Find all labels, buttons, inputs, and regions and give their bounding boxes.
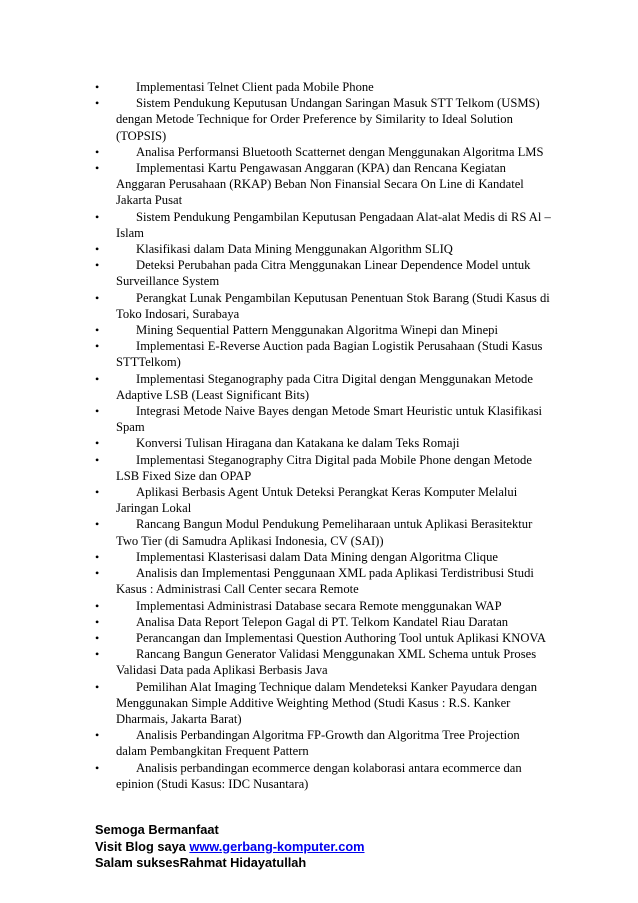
- list-item: [92, 403, 552, 435]
- list-item: [92, 760, 552, 792]
- bullet-icon: •: [95, 436, 100, 451]
- signature-line: Salam suksesRahmat Hidayatullah: [95, 855, 307, 870]
- bullet-icon: •: [95, 679, 100, 694]
- list-item: [92, 95, 552, 144]
- list-item-text: Aplikasi Berbasis Agent Untuk Deteksi Perangkat Keras Komputer Melalui Jaringan Lokal: [116, 485, 518, 516]
- bullet-icon: •: [95, 144, 100, 159]
- bullet-icon: •: [95, 630, 100, 645]
- list-item-text: Deteksi Perubahan pada Citra Menggunakan Linear Dependence Model untuk Surveillance System: [116, 258, 531, 289]
- bullet-icon: •: [95, 566, 100, 581]
- list-item: [92, 679, 552, 728]
- list-item-text: Implementasi Steganography pada Citra Digital dengan Menggunakan Metode Adaptive LSB (Least Significant Bits): [116, 371, 533, 402]
- bullet-icon: •: [95, 647, 100, 662]
- list-item: [92, 371, 552, 403]
- bullet-icon: •: [95, 614, 100, 629]
- bullet-icon: •: [95, 760, 100, 775]
- list-item: [92, 727, 552, 759]
- bullet-icon: •: [95, 339, 100, 354]
- list-item: [92, 241, 552, 257]
- list-item: [92, 257, 552, 289]
- bullet-icon: •: [95, 452, 100, 467]
- list-item-text: Rancang Bangun Modul Pendukung Pemeliharaan untuk Aplikasi Berasitektur Two Tier (di Samudra Aplikasi Indonesia, CV (SAI)): [116, 517, 533, 548]
- bullet-icon: •: [95, 209, 100, 224]
- list-item: [92, 144, 552, 160]
- list-item: [92, 79, 552, 95]
- bullet-icon: •: [95, 728, 100, 743]
- list-item-text: Implementasi Kartu Pengawasan Anggaran (KPA) dan Rencana Kegiatan Anggaran Perusahaan (RKAP) Beban Non Finansial Secara On Line di Kandatel Jakarta Pusat: [116, 161, 524, 208]
- list-item: [92, 598, 552, 614]
- list-item: [92, 338, 552, 370]
- list-item-text: Klasifikasi dalam Data Mining Menggunakan Algorithm SLIQ: [136, 242, 453, 257]
- blog-visit-prefix: Visit Blog saya: [95, 838, 190, 854]
- list-item-text: Implementasi Steganography Citra Digital pada Mobile Phone dengan Metode LSB Fixed Size dan OPAP: [116, 452, 532, 483]
- list-item-text: Konversi Tulisan Hiragana dan Katakana ke dalam Teks Romaji: [136, 436, 460, 451]
- list-item: [92, 516, 552, 548]
- list-item-text: Analisa Performansi Bluetooth Scatternet dengan Menggunakan Algoritma LMS: [136, 144, 544, 159]
- list-item: [92, 452, 552, 484]
- list-item: [92, 209, 552, 241]
- list-item: [92, 549, 552, 565]
- bullet-icon: •: [95, 80, 100, 94]
- bullet-icon: •: [95, 549, 100, 564]
- list-item: [92, 646, 552, 678]
- list-item-text: Analisis Perbandingan Algoritma FP-Growth dan Algoritma Tree Projection dalam Pembangkitan Frequent Pattern: [116, 728, 520, 759]
- bullet-icon: •: [95, 598, 100, 613]
- list-item-text: Implementasi Administrasi Database secara Remote menggunakan WAP: [136, 598, 502, 613]
- closing-note: [95, 822, 365, 872]
- list-item-text: Implementasi Klasterisasi dalam Data Mining dengan Algoritma Clique: [136, 549, 498, 564]
- list-item: [92, 160, 552, 209]
- thesis-title-list: [92, 79, 552, 792]
- list-item: [92, 484, 552, 516]
- bullet-icon: •: [95, 323, 100, 338]
- list-item-text: Analisa Data Report Telepon Gagal di PT. Telkom Kandatel Riau Daratan: [136, 614, 509, 629]
- list-item-text: Pemilihan Alat Imaging Technique dalam Mendeteksi Kanker Payudara dengan Menggunakan Simple Additive Weighting Method (Studi Kasus : R.S. Kanker Dharmais, Jakarta Barat): [116, 679, 538, 726]
- list-item-text: Sistem Pendukung Pengambilan Keputusan Pengadaan Alat-alat Medis di RS Al – Islam: [116, 209, 551, 240]
- bullet-icon: •: [95, 290, 100, 305]
- list-item-text: Sistem Pendukung Keputusan Undangan Saringan Masuk STT Telkom (USMS) dengan Metode Technique for Order Preference by Similarity to Ideal Solution (TOPSIS): [116, 96, 540, 143]
- bullet-icon: •: [95, 517, 100, 532]
- list-item-text: Perancangan dan Implementasi Question Authoring Tool untuk Aplikasi KNOVA: [136, 630, 546, 645]
- list-item-text: Implementasi E-Reverse Auction pada Bagian Logistik Perusahaan (Studi Kasus STTTelkom): [116, 339, 543, 370]
- list-item: [92, 290, 552, 322]
- bullet-icon: •: [95, 96, 100, 111]
- closing-greeting: Semoga Bermanfaat: [95, 822, 219, 837]
- bullet-icon: •: [95, 485, 100, 500]
- bullet-icon: •: [95, 161, 100, 176]
- bullet-icon: •: [95, 258, 100, 273]
- list-item-text: Mining Sequential Pattern Menggunakan Algoritma Winepi dan Minepi: [136, 323, 498, 338]
- list-item-text: Analisis perbandingan ecommerce dengan kolaborasi antara ecommerce dan epinion (Studi Kasus: IDC Nusantara): [116, 760, 522, 791]
- list-item: [92, 322, 552, 338]
- list-item: [92, 614, 552, 630]
- list-item: [92, 630, 552, 646]
- list-item: [92, 435, 552, 451]
- blog-visit-line: [95, 839, 365, 856]
- blog-link[interactable]: www.gerbang-komputer.com: [189, 838, 365, 854]
- bullet-icon: •: [95, 371, 100, 386]
- bullet-icon: •: [95, 242, 100, 257]
- list-item-text: Analisis dan Implementasi Penggunaan XML pada Aplikasi Terdistribusi Studi Kasus : Administrasi Call Center secara Remote: [116, 566, 534, 597]
- list-item-text: Perangkat Lunak Pengambilan Keputusan Penentuan Stok Barang (Studi Kasus di Toko Indosari, Surabaya: [116, 290, 550, 321]
- bullet-icon: •: [95, 404, 100, 419]
- list-item-text: Integrasi Metode Naive Bayes dengan Metode Smart Heuristic untuk Klasifikasi Spam: [116, 404, 543, 435]
- list-item-text: Implementasi Telnet Client pada Mobile Phone: [136, 80, 374, 94]
- list-item-text: Rancang Bangun Generator Validasi Menggunakan XML Schema untuk Proses Validasi Data pada Aplikasi Berbasis Java: [116, 647, 537, 678]
- list-item: [92, 565, 552, 597]
